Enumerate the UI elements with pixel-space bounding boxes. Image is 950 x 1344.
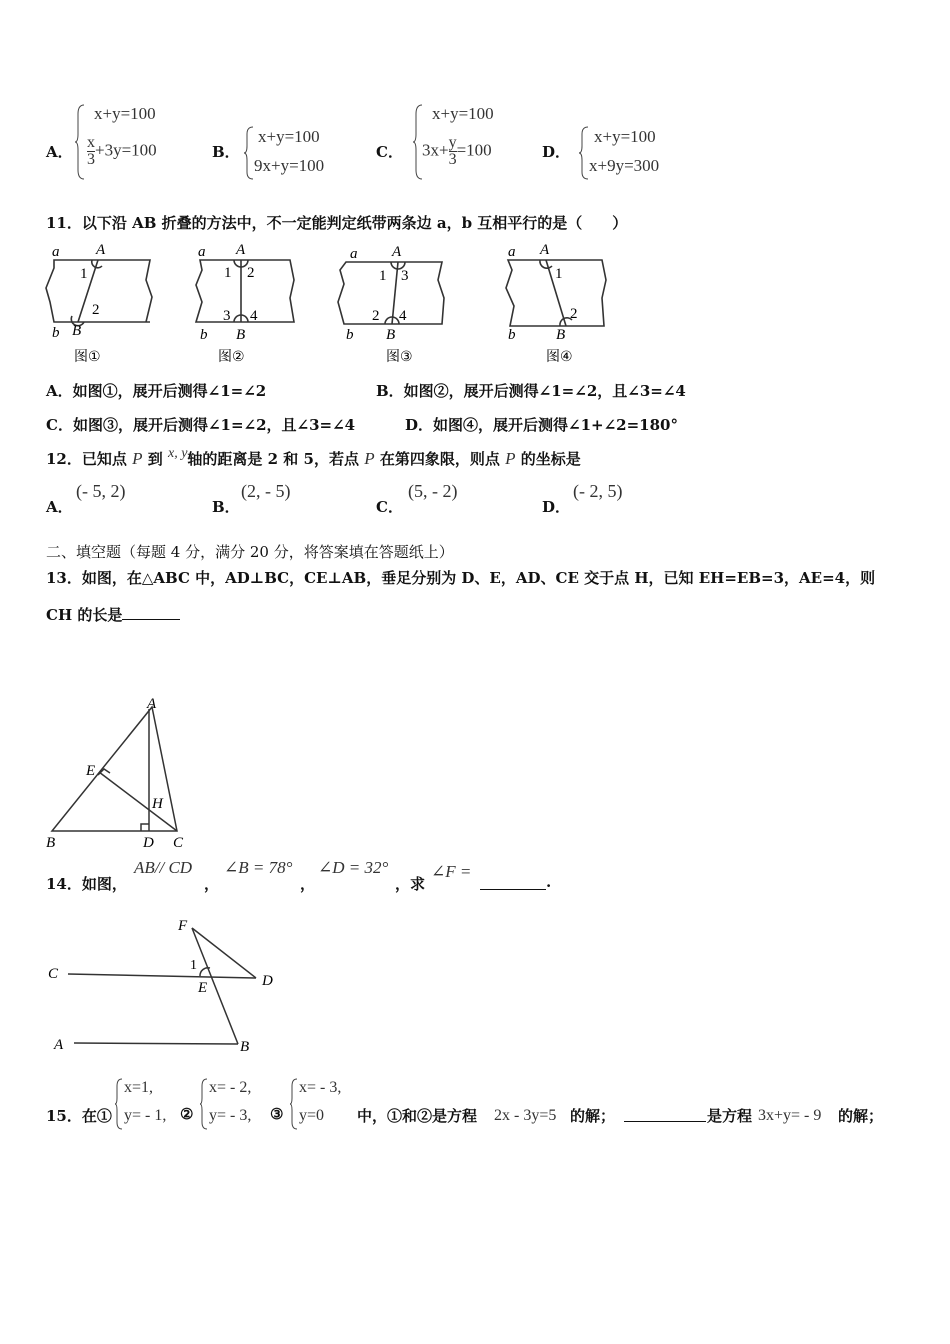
q14-label-F: F bbox=[178, 918, 188, 934]
q15-text-solution2: 的解； bbox=[838, 1107, 884, 1125]
fig4-label-2: 2 bbox=[570, 306, 578, 322]
q12-option-d-label: D． bbox=[542, 498, 571, 516]
q14-label-C: C bbox=[48, 966, 59, 982]
q15-sys2-line2: y= - 3, bbox=[209, 1107, 252, 1124]
fig1-label-B: B bbox=[72, 323, 82, 339]
q12-option-b-value: (2, - 5) bbox=[241, 481, 291, 501]
q15-sys3-line2: y=0 bbox=[299, 1107, 325, 1124]
fig3-label-2: 2 bbox=[372, 308, 380, 324]
fig2-label-b: b bbox=[200, 327, 208, 343]
q11-figure-2 bbox=[196, 260, 294, 322]
q10-d-eq1: x+y=100 bbox=[594, 127, 656, 146]
q13-label-H: H bbox=[152, 796, 163, 812]
fig3-label-a: a bbox=[350, 246, 358, 262]
q11-figure-3 bbox=[338, 262, 444, 324]
q15-sys2-line1: x= - 2, bbox=[209, 1079, 252, 1096]
q11-option-b: B．如图②，展开后测得∠1=∠2，且∠3=∠4 bbox=[376, 382, 686, 400]
answer-blank[interactable] bbox=[122, 605, 180, 620]
fig1-label-b: b bbox=[52, 325, 60, 341]
q15-text-middle: 中，①和②是方程 bbox=[357, 1107, 478, 1125]
fig3-label-A: A bbox=[392, 244, 402, 260]
fig4-label-1: 1 bbox=[555, 266, 563, 282]
fig3-label-b: b bbox=[346, 327, 354, 343]
q12-stem: 12．已知点 P 到 x, y轴的距离是 2 和 5，若点 P 在第四象限，则点 P 的坐标是 bbox=[46, 446, 581, 468]
fig2-label-A: A bbox=[236, 242, 246, 258]
q15-sys3-line1: x= - 3, bbox=[299, 1079, 342, 1096]
fig2-label-4: 4 bbox=[250, 308, 258, 324]
fig4-label-b: b bbox=[508, 327, 516, 343]
fig3-label-1: 1 bbox=[379, 268, 387, 284]
q10-option-a-label: A． bbox=[46, 143, 73, 161]
fig1-caption: 图① bbox=[74, 349, 101, 365]
q14-comma1: ， bbox=[204, 875, 220, 893]
q14-label-A: A bbox=[54, 1037, 64, 1053]
q14-end: . bbox=[546, 873, 552, 891]
q13-label-C: C bbox=[173, 835, 184, 851]
q13-label-E: E bbox=[86, 763, 96, 779]
q13-triangle-figure bbox=[40, 695, 200, 855]
q15-text-is-eq: 是方程 bbox=[707, 1107, 753, 1125]
answer-blank[interactable] bbox=[624, 1107, 706, 1122]
q14-stem: 14．如图， bbox=[46, 875, 127, 893]
q14-math-angle-d: ∠D = 32° bbox=[318, 858, 389, 877]
q13-label-B: B bbox=[46, 835, 56, 851]
q12-option-a-value: (- 5, 2) bbox=[76, 481, 126, 501]
section-heading: 二、填空题（每题 4 分，满分 20 分，将答案填在答题纸上） bbox=[46, 543, 454, 561]
fig3-label-4: 4 bbox=[399, 308, 407, 324]
q10-d-eq2: x+9y=300 bbox=[589, 156, 660, 175]
fig2-label-a: a bbox=[198, 244, 206, 260]
q12-option-c-label: C． bbox=[376, 498, 403, 516]
q10-a-eq1: x+y=100 bbox=[94, 104, 156, 123]
q11-option-c: C．如图③，展开后测得∠1=∠2，且∠3=∠4 bbox=[46, 416, 356, 434]
q15-circle2: ② bbox=[180, 1105, 194, 1123]
q10-c-eq2: $3x+\frac{y}{3}$ =100 bbox=[422, 134, 492, 168]
brace-icon bbox=[289, 1078, 299, 1130]
q15-text-solution1: 的解； bbox=[570, 1107, 616, 1125]
q14-math-parallel: AB// CD bbox=[134, 858, 193, 877]
q15-sys1-line1: x=1, bbox=[124, 1079, 154, 1096]
fig2-label-B: B bbox=[236, 327, 246, 343]
q12-option-a-label: A． bbox=[46, 498, 73, 516]
fig2-label-1: 1 bbox=[224, 265, 232, 281]
q14-ask: ，求 bbox=[395, 875, 426, 893]
q13-line1: 13．如图，在△ABC 中，AD⊥BC，CE⊥AB，垂足分别为 D、E，AD、CE 交于点 H，已知 EH=EB=3，AE=4，则 bbox=[46, 569, 876, 587]
brace-icon bbox=[74, 104, 86, 180]
q10-option-b-label: B． bbox=[212, 143, 240, 161]
q15-prefix: 15．在① bbox=[46, 1107, 112, 1125]
q10-c-eq1: x+y=100 bbox=[432, 104, 494, 123]
q14-label-1: 1 bbox=[190, 958, 197, 973]
q15-equation-1: 2x - 3y=5 bbox=[494, 1107, 557, 1124]
q11-option-a: A．如图①，展开后测得∠1=∠2 bbox=[46, 382, 267, 400]
q15-equation-2: 3x+y= - 9 bbox=[758, 1107, 822, 1124]
q14-label-B: B bbox=[240, 1039, 250, 1055]
q14-label-D: D bbox=[262, 973, 273, 989]
fig4-label-A: A bbox=[540, 242, 550, 258]
fig3-caption: 图③ bbox=[386, 349, 413, 365]
fig4-label-a: a bbox=[508, 244, 516, 260]
q15-circle3: ③ bbox=[270, 1105, 284, 1123]
q14-math-angle-f: ∠F = bbox=[431, 862, 472, 881]
q15-sys1-line2: y= - 1, bbox=[124, 1107, 167, 1124]
brace-icon bbox=[114, 1078, 124, 1130]
q10-option-d-label: D． bbox=[542, 143, 571, 161]
fig2-label-3: 3 bbox=[223, 308, 231, 324]
q13-line2: CH 的长是 bbox=[46, 604, 180, 625]
fig1-label-a: a bbox=[52, 244, 60, 260]
fig1-label-2: 2 bbox=[92, 302, 100, 318]
q12-option-d-value: (- 2, 5) bbox=[573, 481, 623, 501]
fig3-label-B: B bbox=[386, 327, 396, 343]
q14-math-angle-b: ∠B = 78° bbox=[224, 858, 293, 877]
q13-label-D: D bbox=[143, 835, 154, 851]
q14-label-E: E bbox=[198, 980, 208, 996]
fig2-label-2: 2 bbox=[247, 265, 255, 281]
q11-figures bbox=[40, 240, 640, 370]
brace-icon bbox=[199, 1078, 209, 1130]
q14-comma2: ， bbox=[300, 875, 316, 893]
fig3-label-3: 3 bbox=[401, 268, 409, 284]
q12-option-b-label: B． bbox=[212, 498, 240, 516]
fig2-caption: 图② bbox=[218, 349, 245, 365]
q10-b-eq1: x+y=100 bbox=[258, 127, 320, 146]
fig1-label-A: A bbox=[96, 242, 106, 258]
q11-option-d: D．如图④，展开后测得∠1+∠2=180° bbox=[405, 416, 678, 434]
q10-option-c-label: C． bbox=[376, 143, 403, 161]
fig1-label-1: 1 bbox=[80, 266, 88, 282]
fig4-caption: 图④ bbox=[546, 349, 573, 365]
q13-label-A: A bbox=[147, 696, 157, 712]
q14-parallel-figure bbox=[40, 910, 290, 1060]
q10-b-eq2: 9x+y=100 bbox=[254, 156, 325, 175]
q10-a-eq2: $\frac{x}{3}$ +3y=100 bbox=[87, 134, 157, 168]
q11-stem: 11．以下沿 AB 折叠的方法中，不一定能判定纸带两条边 a，b 互相平行的是（ ） bbox=[46, 214, 628, 232]
fig4-label-B: B bbox=[556, 327, 566, 343]
q12-option-c-value: (5, - 2) bbox=[408, 481, 458, 501]
answer-blank[interactable] bbox=[480, 875, 546, 890]
